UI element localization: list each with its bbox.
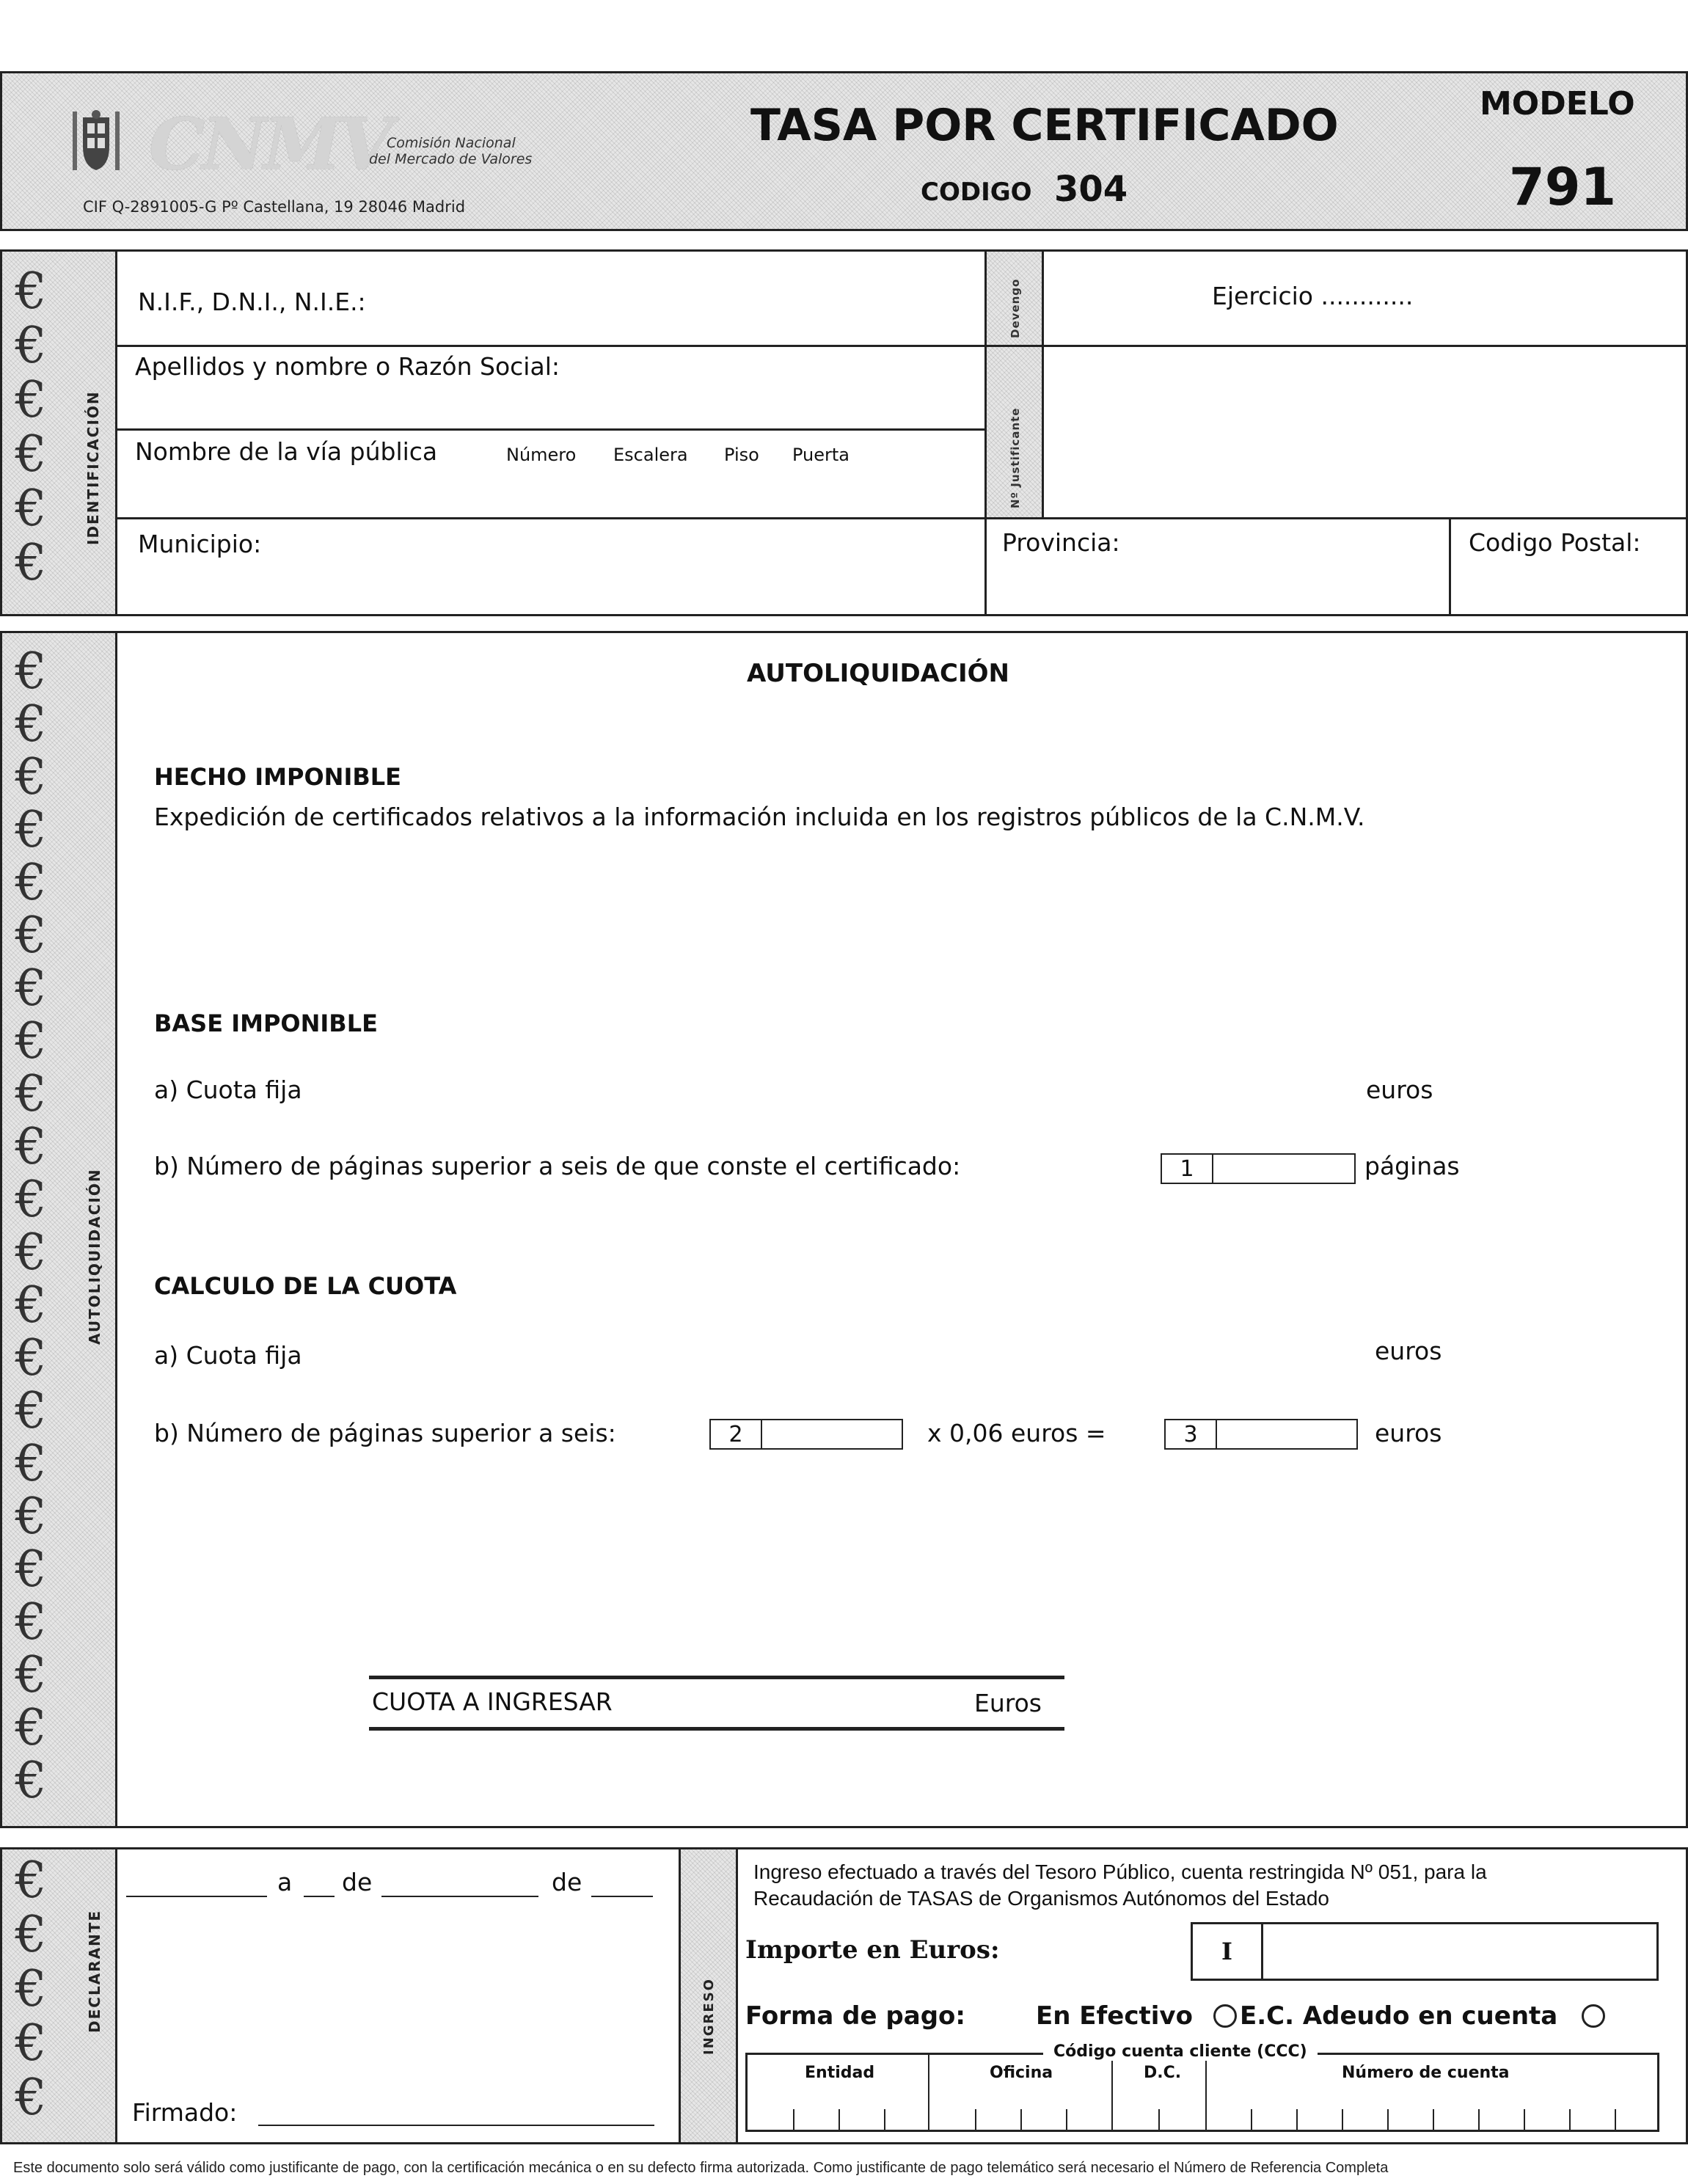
euro-symbol-icon: € bbox=[15, 1171, 47, 1229]
euro-symbol-icon: € bbox=[15, 1593, 47, 1651]
ingreso-strip bbox=[681, 1849, 736, 2142]
footer-note: Este documento solo será válido como justificante de pago, con la certificación mecánica o en su defecto firma autorizada. Como justificante de pago telemático será necesario el Número de Referencia Completa bbox=[13, 2160, 1389, 2176]
calc-paginas-label: b) Número de páginas superior a seis: bbox=[154, 1419, 616, 1447]
cp-field[interactable] bbox=[1454, 565, 1683, 610]
devengo-label: Devengo bbox=[1009, 278, 1022, 338]
modelo-value: 791 bbox=[1509, 157, 1617, 217]
base-paginas-label: b) Número de páginas superior a seis de que conste el certificado: bbox=[154, 1152, 961, 1180]
euro-symbol-icon: € bbox=[15, 1752, 47, 1810]
autoliquidacion-vertical-label: AUTOLIQUIDACIÓN bbox=[86, 1168, 103, 1345]
box-number-3: 3 bbox=[1166, 1420, 1217, 1448]
ccc-label: Código cuenta cliente (CCC) bbox=[1043, 2042, 1318, 2061]
via-field[interactable] bbox=[121, 473, 979, 514]
importe-label: Importe en Euros: bbox=[745, 1935, 1000, 1965]
euro-symbol-icon: € bbox=[15, 1012, 47, 1070]
calc-cuota-fija-unit: euros bbox=[1375, 1337, 1442, 1365]
euro-symbol-icon: € bbox=[15, 1541, 47, 1599]
date-de2-label: de bbox=[552, 1868, 582, 1896]
org-name-line1: Comisión Nacional bbox=[387, 135, 516, 151]
calc-paginas-unit: euros bbox=[1375, 1419, 1442, 1447]
escalera-label: Escalera bbox=[613, 445, 688, 465]
modelo-label: MODELO bbox=[1480, 85, 1635, 123]
nif-field[interactable] bbox=[543, 257, 976, 340]
firmado-label: Firmado: bbox=[132, 2098, 238, 2127]
euro-symbol-icon: € bbox=[15, 695, 47, 753]
euro-symbol-icon: € bbox=[15, 907, 47, 965]
euro-symbol-icon: € bbox=[15, 1224, 47, 1282]
box-number-1: 1 bbox=[1162, 1155, 1213, 1183]
base-cuota-fija-unit: euros bbox=[1366, 1075, 1433, 1104]
justificante-label: Nº Justificante bbox=[1009, 407, 1022, 508]
date-year-field[interactable] bbox=[591, 1863, 653, 1896]
euro-symbol-icon: € bbox=[15, 748, 47, 806]
calculo-cuota-title: CALCULO DE LA CUOTA bbox=[154, 1272, 457, 1300]
euro-symbol-icon: € bbox=[15, 1488, 47, 1546]
cuota-ingresar-field[interactable] bbox=[631, 1681, 954, 1724]
firmado-field[interactable] bbox=[258, 2091, 654, 2125]
euro-symbol-icon: € bbox=[15, 1646, 47, 1704]
form-header bbox=[0, 71, 1688, 231]
identificacion-vertical-label: IDENTIFICACIÓN bbox=[84, 390, 102, 545]
adeudo-radio[interactable] bbox=[1582, 2004, 1605, 2028]
devengo-strip bbox=[987, 252, 1042, 345]
justificante-strip bbox=[987, 347, 1042, 517]
euro-symbol-icon: € bbox=[15, 960, 47, 1018]
box-number-2: 2 bbox=[711, 1420, 762, 1448]
ccc-input[interactable] bbox=[748, 2085, 1656, 2129]
euro-symbol-icon: € bbox=[15, 1329, 47, 1387]
apellidos-field[interactable] bbox=[121, 385, 979, 426]
provincia-label: Provincia: bbox=[1002, 528, 1120, 557]
identificacion-strip bbox=[2, 252, 116, 614]
euro-symbol-icon: € bbox=[15, 371, 47, 429]
date-de1-label: de bbox=[342, 1868, 373, 1896]
euro-symbol-icon: € bbox=[15, 2069, 47, 2127]
importe-box-label: I bbox=[1193, 1924, 1263, 1979]
numero-label: Número bbox=[506, 445, 577, 465]
via-label: Nombre de la vía pública bbox=[135, 437, 438, 466]
paginas-input-box[interactable] bbox=[1161, 1153, 1356, 1184]
euro-symbol-icon: € bbox=[15, 1852, 47, 1910]
dc-label: D.C. bbox=[1144, 2064, 1182, 2082]
base-paginas-unit: páginas bbox=[1364, 1152, 1460, 1180]
date-day-field[interactable] bbox=[126, 1863, 267, 1896]
declarante-vertical-label: DECLARANTE bbox=[86, 1909, 103, 2033]
apellidos-label: Apellidos y nombre o Razón Social: bbox=[135, 352, 560, 381]
code-label: CODIGO bbox=[921, 178, 1032, 207]
euro-symbol-icon: € bbox=[15, 1960, 47, 2018]
efectivo-label: En Efectivo bbox=[1036, 2001, 1193, 2031]
justificante-field[interactable] bbox=[1048, 349, 1683, 514]
municipio-field[interactable] bbox=[121, 565, 979, 610]
euro-symbol-icon: € bbox=[15, 801, 47, 859]
euro-symbol-icon: € bbox=[15, 1065, 47, 1123]
entidad-label: Entidad bbox=[805, 2064, 875, 2082]
euro-symbol-icon: € bbox=[15, 534, 47, 592]
euro-symbol-icon: € bbox=[15, 1118, 47, 1176]
address-line: CIF Q-2891005-G Pº Castellana, 19 28046 Madrid bbox=[83, 198, 466, 216]
cuota-ingresar-label: CUOTA A INGRESAR bbox=[372, 1687, 613, 1716]
base-cuota-fija-label: a) Cuota fija bbox=[154, 1075, 302, 1104]
municipio-label: Municipio: bbox=[138, 530, 262, 558]
calc-importe-input-box[interactable] bbox=[1164, 1419, 1358, 1450]
importe-input-box[interactable] bbox=[1191, 1922, 1659, 1981]
nif-label: N.I.F., D.N.I., N.I.E.: bbox=[138, 288, 366, 316]
euro-symbol-icon: € bbox=[15, 1277, 47, 1334]
org-name-line2: del Mercado de Valores bbox=[369, 151, 533, 167]
cnmv-logo: CNMV bbox=[149, 103, 390, 186]
date-a-label: a bbox=[277, 1868, 293, 1896]
euro-symbol-icon: € bbox=[15, 854, 47, 912]
euro-symbol-icon: € bbox=[15, 480, 47, 538]
ingreso-vertical-label: INGRESO bbox=[701, 1978, 717, 2055]
euro-symbol-icon: € bbox=[15, 263, 47, 321]
date-month-field[interactable] bbox=[381, 1863, 538, 1896]
oficina-label: Oficina bbox=[990, 2064, 1053, 2082]
euro-symbol-icon: € bbox=[15, 643, 47, 701]
euro-symbol-icon: € bbox=[15, 426, 47, 483]
autoliquidacion-strip bbox=[2, 633, 116, 1826]
spanish-coat-of-arms-icon bbox=[67, 109, 125, 175]
code-value: 304 bbox=[1054, 169, 1128, 210]
ingreso-text-line1: Ingreso efectuado a través del Tesoro Público, cuenta restringida Nº 051, para la bbox=[753, 1860, 1487, 1883]
ingreso-text-line2: Recaudación de TASAS de Organismos Autónomos del Estado bbox=[753, 1887, 1329, 1910]
date-month-day-field[interactable] bbox=[304, 1863, 335, 1896]
efectivo-radio[interactable] bbox=[1213, 2004, 1237, 2028]
cuota-ingresar-unit: Euros bbox=[974, 1689, 1042, 1717]
provincia-field[interactable] bbox=[990, 565, 1444, 610]
hecho-imponible-title: HECHO IMPONIBLE bbox=[154, 763, 401, 791]
euro-symbol-icon: € bbox=[15, 2015, 47, 2072]
cp-label: Codigo Postal: bbox=[1469, 528, 1641, 557]
euro-symbol-icon: € bbox=[15, 1699, 47, 1757]
ejercicio-label: Ejercicio ............ bbox=[1212, 282, 1414, 310]
euro-symbol-icon: € bbox=[15, 1906, 47, 1964]
calc-cuota-fija-label: a) Cuota fija bbox=[154, 1341, 302, 1370]
forma-pago-label: Forma de pago: bbox=[745, 2001, 965, 2031]
piso-label: Piso bbox=[724, 445, 759, 465]
cuenta-label: Número de cuenta bbox=[1342, 2064, 1510, 2082]
calc-paginas-input-box[interactable] bbox=[709, 1419, 903, 1450]
adeudo-label: E.C. Adeudo en cuenta bbox=[1240, 2001, 1558, 2031]
hecho-imponible-text: Expedición de certificados relativos a la información incluida en los registros públicos de la C.N.M.V. bbox=[154, 803, 1365, 831]
euro-symbol-icon: € bbox=[15, 1382, 47, 1440]
autoliquidacion-title: AUTOLIQUIDACIÓN bbox=[747, 659, 1009, 688]
puerta-label: Puerta bbox=[792, 445, 850, 465]
euro-symbol-icon: € bbox=[15, 317, 47, 375]
declarante-strip bbox=[2, 1849, 116, 2142]
ejercicio-field[interactable] bbox=[1049, 257, 1680, 340]
form-title: TASA POR CERTIFICADO bbox=[750, 100, 1339, 151]
euro-symbol-icon: € bbox=[15, 1435, 47, 1493]
base-imponible-title: BASE IMPONIBLE bbox=[154, 1009, 378, 1037]
multiplier-text: x 0,06 euros = bbox=[927, 1419, 1106, 1447]
